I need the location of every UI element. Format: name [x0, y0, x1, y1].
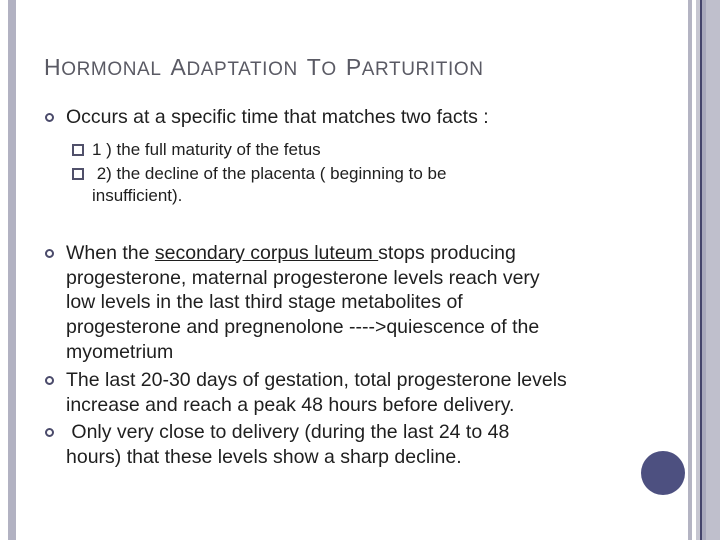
bullet-text [92, 163, 692, 207]
text-line [66, 266, 692, 291]
text-run: progesterone and pregnenolone ---->quiescence of the [66, 316, 540, 339]
bullet-text [66, 241, 692, 365]
text-run: Occurs at a specific time that matches two facts : [66, 106, 489, 128]
text-line [66, 315, 692, 340]
text-run: myometrium [66, 340, 174, 363]
text-line [66, 420, 692, 445]
text-line [66, 368, 692, 393]
bullet-item [44, 139, 692, 161]
underlined-text-run: secondary corpus luteum [154, 241, 379, 264]
text-run: progesterone, maternal progesterone levels reach very [66, 266, 540, 289]
left-accent-bar [8, 0, 16, 540]
bullet-item [44, 241, 692, 365]
text-line [92, 139, 692, 161]
slide-title [44, 46, 684, 85]
text-run: 2) the decline of the placenta ( beginning to be [92, 163, 447, 183]
bullet-item [44, 163, 692, 207]
right-accent-stripe [706, 0, 720, 540]
text-line [92, 163, 692, 185]
text-run: increase and reach a peak 48 hours before delivery. [66, 393, 515, 416]
text-line [66, 290, 692, 315]
text-run: 1 ) the full maturity of the fetus [92, 139, 321, 159]
title-word: TO [306, 54, 337, 80]
title-word: ADAPTATION [170, 54, 298, 80]
text-run: When the [66, 241, 155, 264]
text-run: low levels in the last third stage metabolites of [66, 291, 463, 314]
text-run: The last 20-30 days of gestation, total progesterone levels [66, 368, 567, 391]
text-line [66, 445, 692, 470]
text-line [66, 241, 692, 266]
text-line [66, 105, 692, 130]
text-run: insufficient). [92, 185, 183, 205]
bullet-circle-icon [45, 249, 54, 258]
bullet-item [44, 420, 692, 470]
text-run: stops producing [378, 241, 516, 264]
bullet-text [66, 420, 692, 470]
title-word: PARTURITION [345, 54, 484, 80]
bullet-text [66, 105, 692, 130]
bullet-circle-icon [45, 428, 54, 437]
slide-body [44, 100, 692, 470]
bullet-circle-icon [45, 113, 54, 122]
text-run: Only very close to delivery (during the last 24 to 48 [66, 421, 510, 444]
text-line [66, 340, 692, 365]
bullet-text [66, 368, 692, 418]
text-line [66, 393, 692, 418]
text-line [92, 185, 692, 207]
title-word: HORMONAL [44, 54, 162, 80]
bullet-square-icon [72, 144, 84, 156]
bullet-square-icon [72, 168, 84, 180]
text-run: hours) that these levels show a sharp decline. [66, 446, 462, 469]
bullet-item [44, 105, 692, 130]
bullet-item [44, 368, 692, 418]
bullet-text [92, 139, 692, 161]
bullet-circle-icon [45, 376, 54, 385]
